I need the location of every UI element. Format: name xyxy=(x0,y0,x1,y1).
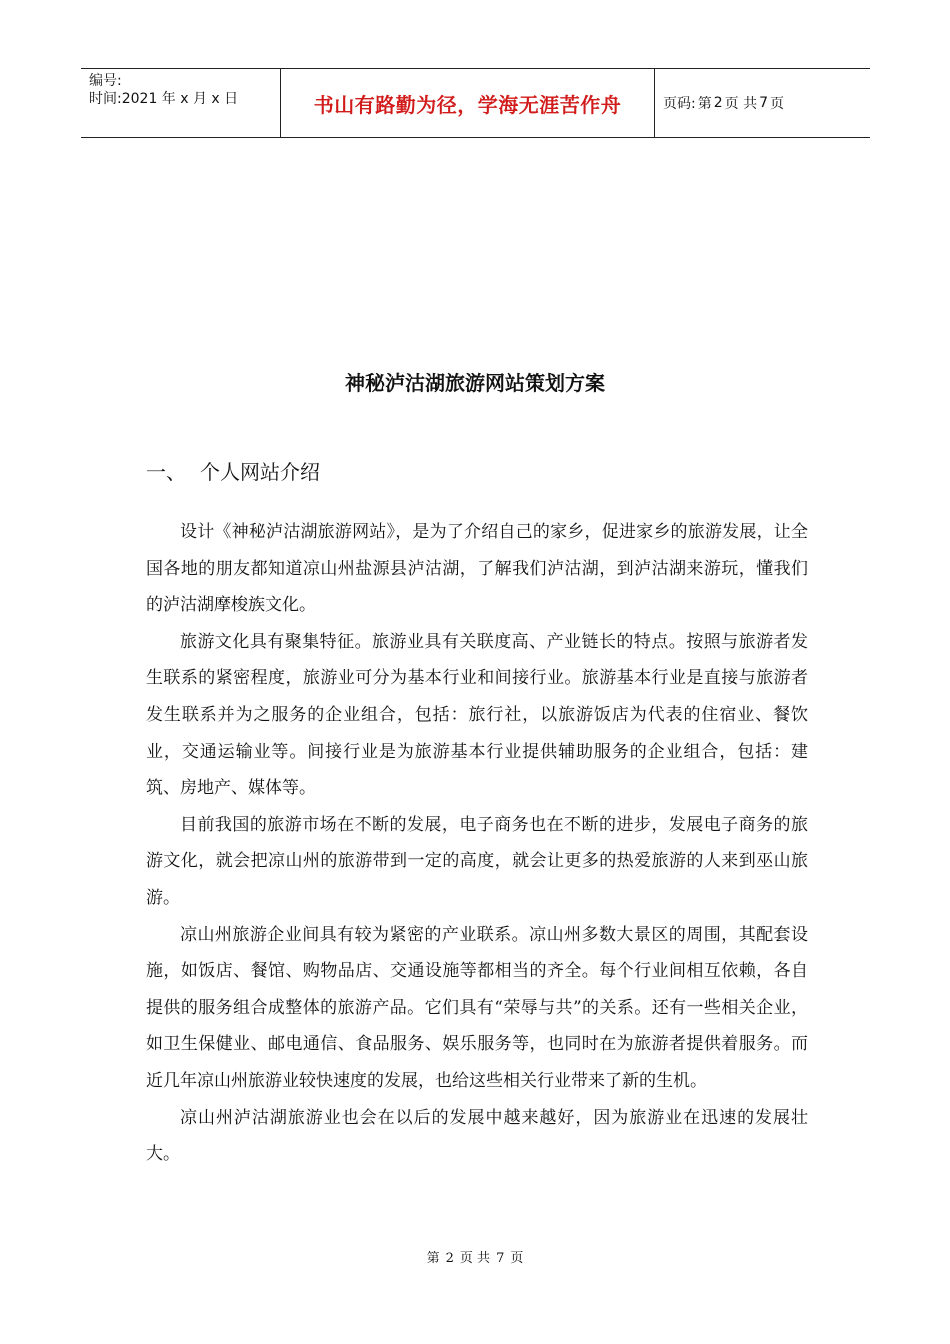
footer-current: 2 xyxy=(445,1251,454,1266)
time-label: 时间: xyxy=(89,91,122,107)
paragraph: 旅游文化具有聚集特征。旅游业具有关联度高、产业链长的特点。按照与旅游者发生联系的紧密程度，旅游业可分为基本行业和间接行业。旅游基本行业是直接与旅游者发生联系并为之服务的企业组合，包括：旅行社，以旅游饭店为代表的住宿业、餐饮业，交通运输业等。间接行业是为旅游基本行业提供辅助服务的企业组合，包括：建筑、房地产、媒体等。 xyxy=(146,631,808,799)
page-suffix: 页 xyxy=(770,96,785,112)
page-mid: 页 共 xyxy=(724,96,758,112)
document-title: 神秘泸沽湖旅游网站策划方案 xyxy=(345,371,605,395)
header-meta xyxy=(81,69,281,137)
document-body xyxy=(146,514,808,1173)
section-number: 一、 xyxy=(146,460,186,484)
paragraph: 设计《神秘泸沽湖旅游网站》，是为了介绍自己的家乡，促进家乡的旅游发展，让全国各地的朋友都知道凉山州盐源县泸沽湖，了解我们泸沽湖，到泸沽湖来游玩，懂我们的泸沽湖摩梭族文化。 xyxy=(146,522,808,616)
serial-label: 编号: xyxy=(89,73,122,89)
page-footer xyxy=(0,1247,950,1266)
page-header xyxy=(81,68,870,138)
time-line xyxy=(89,90,280,108)
header-motto: 书山有路勤为径，学海无涯苦作舟 xyxy=(313,92,622,117)
footer-total: 7 xyxy=(496,1251,505,1266)
paragraph: 凉山州泸沽湖旅游业也会在以后的发展中越来越好，因为旅游业在迅速的发展壮大。 xyxy=(146,1107,808,1165)
section-heading xyxy=(146,456,320,485)
page-prefix: 第 xyxy=(697,96,712,112)
page-label: 页码: xyxy=(663,96,696,112)
footer-mid: 页 共 xyxy=(459,1251,491,1266)
header-motto-cell xyxy=(281,69,655,137)
page-current: 2 xyxy=(713,95,723,111)
header-page-info xyxy=(655,69,870,137)
page-total: 7 xyxy=(759,95,769,111)
section-heading-text: 个人网站介绍 xyxy=(200,460,320,484)
paragraph: 目前我国的旅游市场在不断的发展，电子商务也在不断的进步，发展电子商务的旅游文化，就会把凉山州的旅游带到一定的高度，就会让更多的热爱旅游的人来到巫山旅游。 xyxy=(146,814,808,908)
paragraph: 凉山州旅游企业间具有较为紧密的产业联系。凉山州多数大景区的周围，其配套设施，如饭店、餐馆、购物品店、交通设施等都相当的齐全。每个行业间相互依赖，各自提供的服务组合成整体的旅游产品。它们具有“荣辱与共”的关系。还有一些相关企业，如卫生保健业、邮电通信、食品服务、娱乐服务等，也同时在为旅游者提供着服务。而近几年凉山州旅游业较快速度的发展，也给这些相关行业带来了新的生机。 xyxy=(146,924,808,1091)
footer-suffix: 页 xyxy=(510,1251,524,1266)
time-value: 2021 年 x 月 x 日 xyxy=(121,91,239,107)
footer-prefix: 第 xyxy=(426,1251,440,1266)
